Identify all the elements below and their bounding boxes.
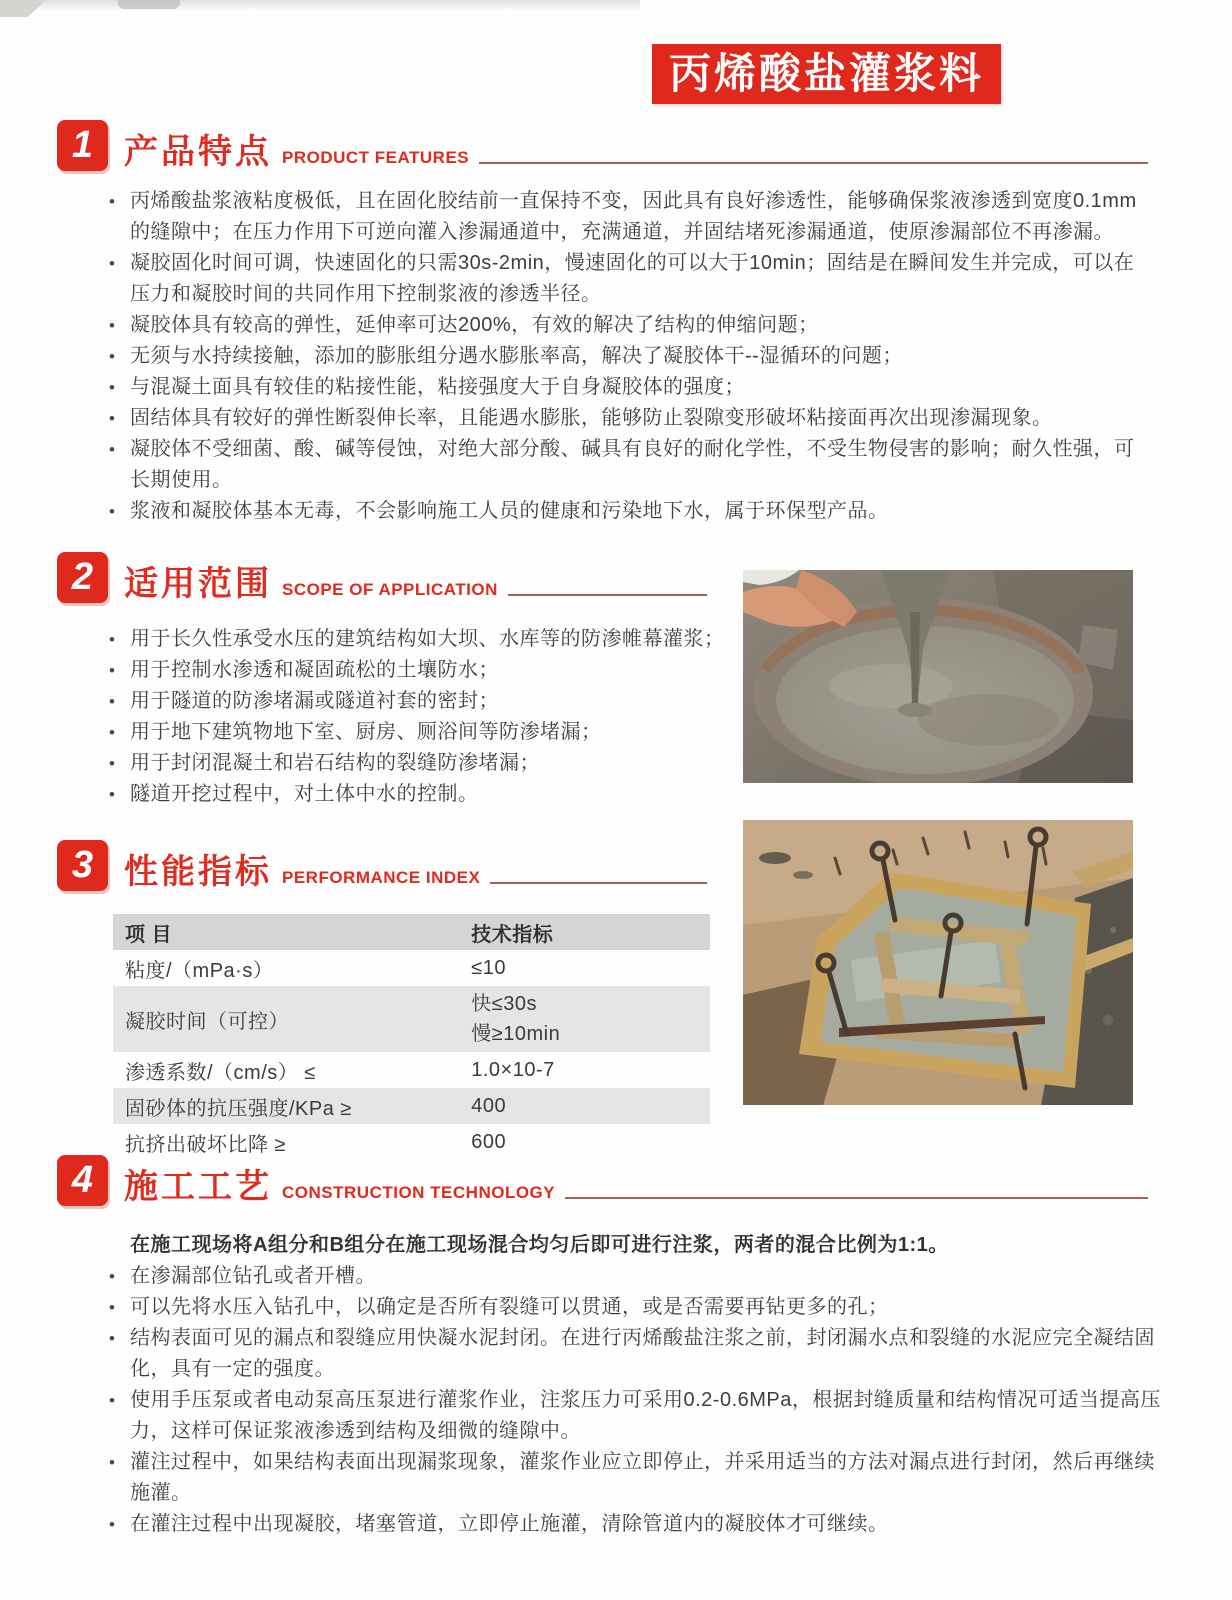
section-1-header: [57, 120, 1148, 171]
list-item: • 隧道开挖过程中，对土体中水的控制。: [100, 779, 730, 810]
table-cell: 固砂体的抗压强度/KPa ≥: [113, 1088, 459, 1124]
list-item: • 用于长久性承受水压的建筑结构如大坝、水库等的防渗帷幕灌浆；: [100, 624, 730, 655]
list-item: • 用于地下建筑物地下室、厨房、厕浴间等防渗堵漏；: [100, 717, 730, 748]
list-item: • 灌注过程中，如果结构表面出现漏浆现象，灌浆作业应立即停止，并采用适当的方法对漏点进行封闭，然后再继续施灌。: [100, 1447, 1162, 1509]
section-4-rule: [565, 1197, 1148, 1199]
table-row: [113, 950, 710, 986]
list-item: • 结构表面可见的漏点和裂缝应用快凝水泥封闭。在进行丙烯酸盐注浆之前，封闭漏水点和裂缝的水泥应完全凝结固化，具有一定的强度。: [100, 1323, 1162, 1385]
section-1-subtitle: PRODUCT FEATURES: [282, 148, 470, 167]
concrete-formwork-photo: [743, 820, 1133, 1105]
list-item: • 与混凝土面具有较佳的粘接性能，粘接强度大于自身凝胶体的强度；: [100, 372, 1152, 403]
table-cell-line: 慢≥10min: [471, 1023, 561, 1045]
section-2-title: 适用范围: [124, 565, 272, 604]
table-cell-line: 快≤30s: [471, 993, 537, 1015]
table-row: [113, 986, 710, 1052]
table-row: [113, 1088, 710, 1124]
page-title: 丙烯酸盐灌浆料: [652, 44, 1001, 104]
list-item: • 凝胶固化时间可调，快速固化的只需30s-2min，慢速固化的可以大于10min；固结是在瞬间发生并完成，可以在压力和凝胶时间的共同作用下控制浆液的渗透半径。: [100, 248, 1152, 310]
table-cell: 凝胶时间（可控）: [113, 986, 459, 1052]
section-2-header: [57, 552, 707, 603]
scan-artifact-top-edge: [0, 0, 640, 11]
table-cell: ≤10: [471, 956, 506, 979]
list-item: • 用于隧道的防渗堵漏或隧道衬套的密封；: [100, 686, 730, 717]
table-cell: 600: [471, 1130, 507, 1153]
grout-mixing-photo: [743, 570, 1133, 783]
list-item: • 使用手压泵或者电动泵高压泵进行灌浆作业，注浆压力可采用0.2-0.6MPa，根据封缝质量和结构情况可适当提高压力，这样可保证浆液渗透到结构及细微的缝隙中。: [100, 1385, 1162, 1447]
section-3-subtitle: PERFORMANCE INDEX: [282, 868, 481, 887]
list-item: • 凝胶体不受细菌、酸、碱等侵蚀，对绝大部分酸、碱具有良好的耐化学性，不受生物侵害的影响；耐久性强，可长期使用。: [100, 434, 1152, 496]
product-features-list: [100, 186, 1152, 527]
list-item: • 凝胶体具有较高的弹性，延伸率可达200%，有效的解决了结构的伸缩问题；: [100, 310, 1152, 341]
section-1-title: 产品特点: [124, 133, 272, 172]
table-cell: 1.0×10-7: [471, 1058, 555, 1081]
section-2-subtitle: SCOPE OF APPLICATION: [282, 580, 498, 599]
construction-steps-list: [100, 1261, 1162, 1540]
section-2-number-badge: 2: [57, 552, 108, 603]
table-cell: 粘度/（mPa·s）: [125, 959, 274, 982]
table-cell: [459, 986, 710, 1052]
section-2-rule: [508, 594, 707, 596]
scan-artifact-smudge: [118, 0, 180, 9]
construction-technology-content: [100, 1230, 1162, 1540]
performance-index-table: [113, 914, 710, 1160]
section-4-subtitle: CONSTRUCTION TECHNOLOGY: [282, 1183, 556, 1202]
table-header-cell: 技术指标: [459, 914, 710, 950]
list-item: • 用于控制水渗透和凝固疏松的土壤防水；: [100, 655, 730, 686]
list-item: • 在灌注过程中出现凝胶，堵塞管道，立即停止施灌，清除管道内的凝胶体才可继续。: [100, 1509, 1162, 1540]
section-4-number-badge: 4: [57, 1155, 108, 1206]
list-item: • 浆液和凝胶体基本无毒，不会影响施工人员的健康和污染地下水，属于环保型产品。: [100, 496, 1152, 527]
scope-of-application-list: [100, 624, 730, 810]
list-item: • 在渗漏部位钻孔或者开槽。: [100, 1261, 1162, 1292]
section-4-title: 施工工艺: [124, 1168, 272, 1207]
section-3-title: 性能指标: [124, 853, 272, 892]
list-item: • 固结体具有较好的弹性断裂伸长率，且能遇水膨胀，能够防止裂隙变形破坏粘接面再次出现渗漏现象。: [100, 403, 1152, 434]
list-item: • 用于封闭混凝土和岩石结构的裂缝防渗堵漏；: [100, 748, 730, 779]
section-1-rule: [479, 162, 1148, 164]
section-3-number-badge: 3: [57, 840, 108, 891]
construction-intro: 在施工现场将A组分和B组分在施工现场混合均匀后即可进行注浆，两者的混合比例为1:1。: [130, 1234, 949, 1256]
table-header-row: [113, 914, 710, 950]
list-item: • 丙烯酸盐浆液粘度极低，且在固化胶结前一直保持不变，因此具有良好渗透性，能够确保浆液渗透到宽度0.1mm的缝隙中；在压力作用下可逆向灌入渗漏通道中，充满通道，并固结堵死渗漏通道，使原渗漏部位不再渗漏。: [100, 186, 1152, 248]
section-3-rule: [490, 882, 707, 884]
table-row: [113, 1052, 710, 1088]
list-item: • 无须与水持续接触，添加的膨胀组分遇水膨胀率高，解决了凝胶体干--湿循环的问题；: [100, 341, 1152, 372]
list-item: • 可以先将水压入钻孔中，以确定是否所有裂缝可以贯通，或是否需要再钻更多的孔；: [100, 1292, 1162, 1323]
table-cell: 抗挤出破坏比降 ≥: [125, 1133, 287, 1156]
table-cell: 渗透系数/（cm/s） ≤: [125, 1061, 316, 1084]
section-3-header: [57, 840, 707, 891]
table-header-cell: 项 目: [113, 914, 459, 950]
section-1-number-badge: 1: [57, 120, 108, 171]
table-cell: 400: [459, 1088, 710, 1124]
section-4-header: [57, 1155, 1148, 1206]
